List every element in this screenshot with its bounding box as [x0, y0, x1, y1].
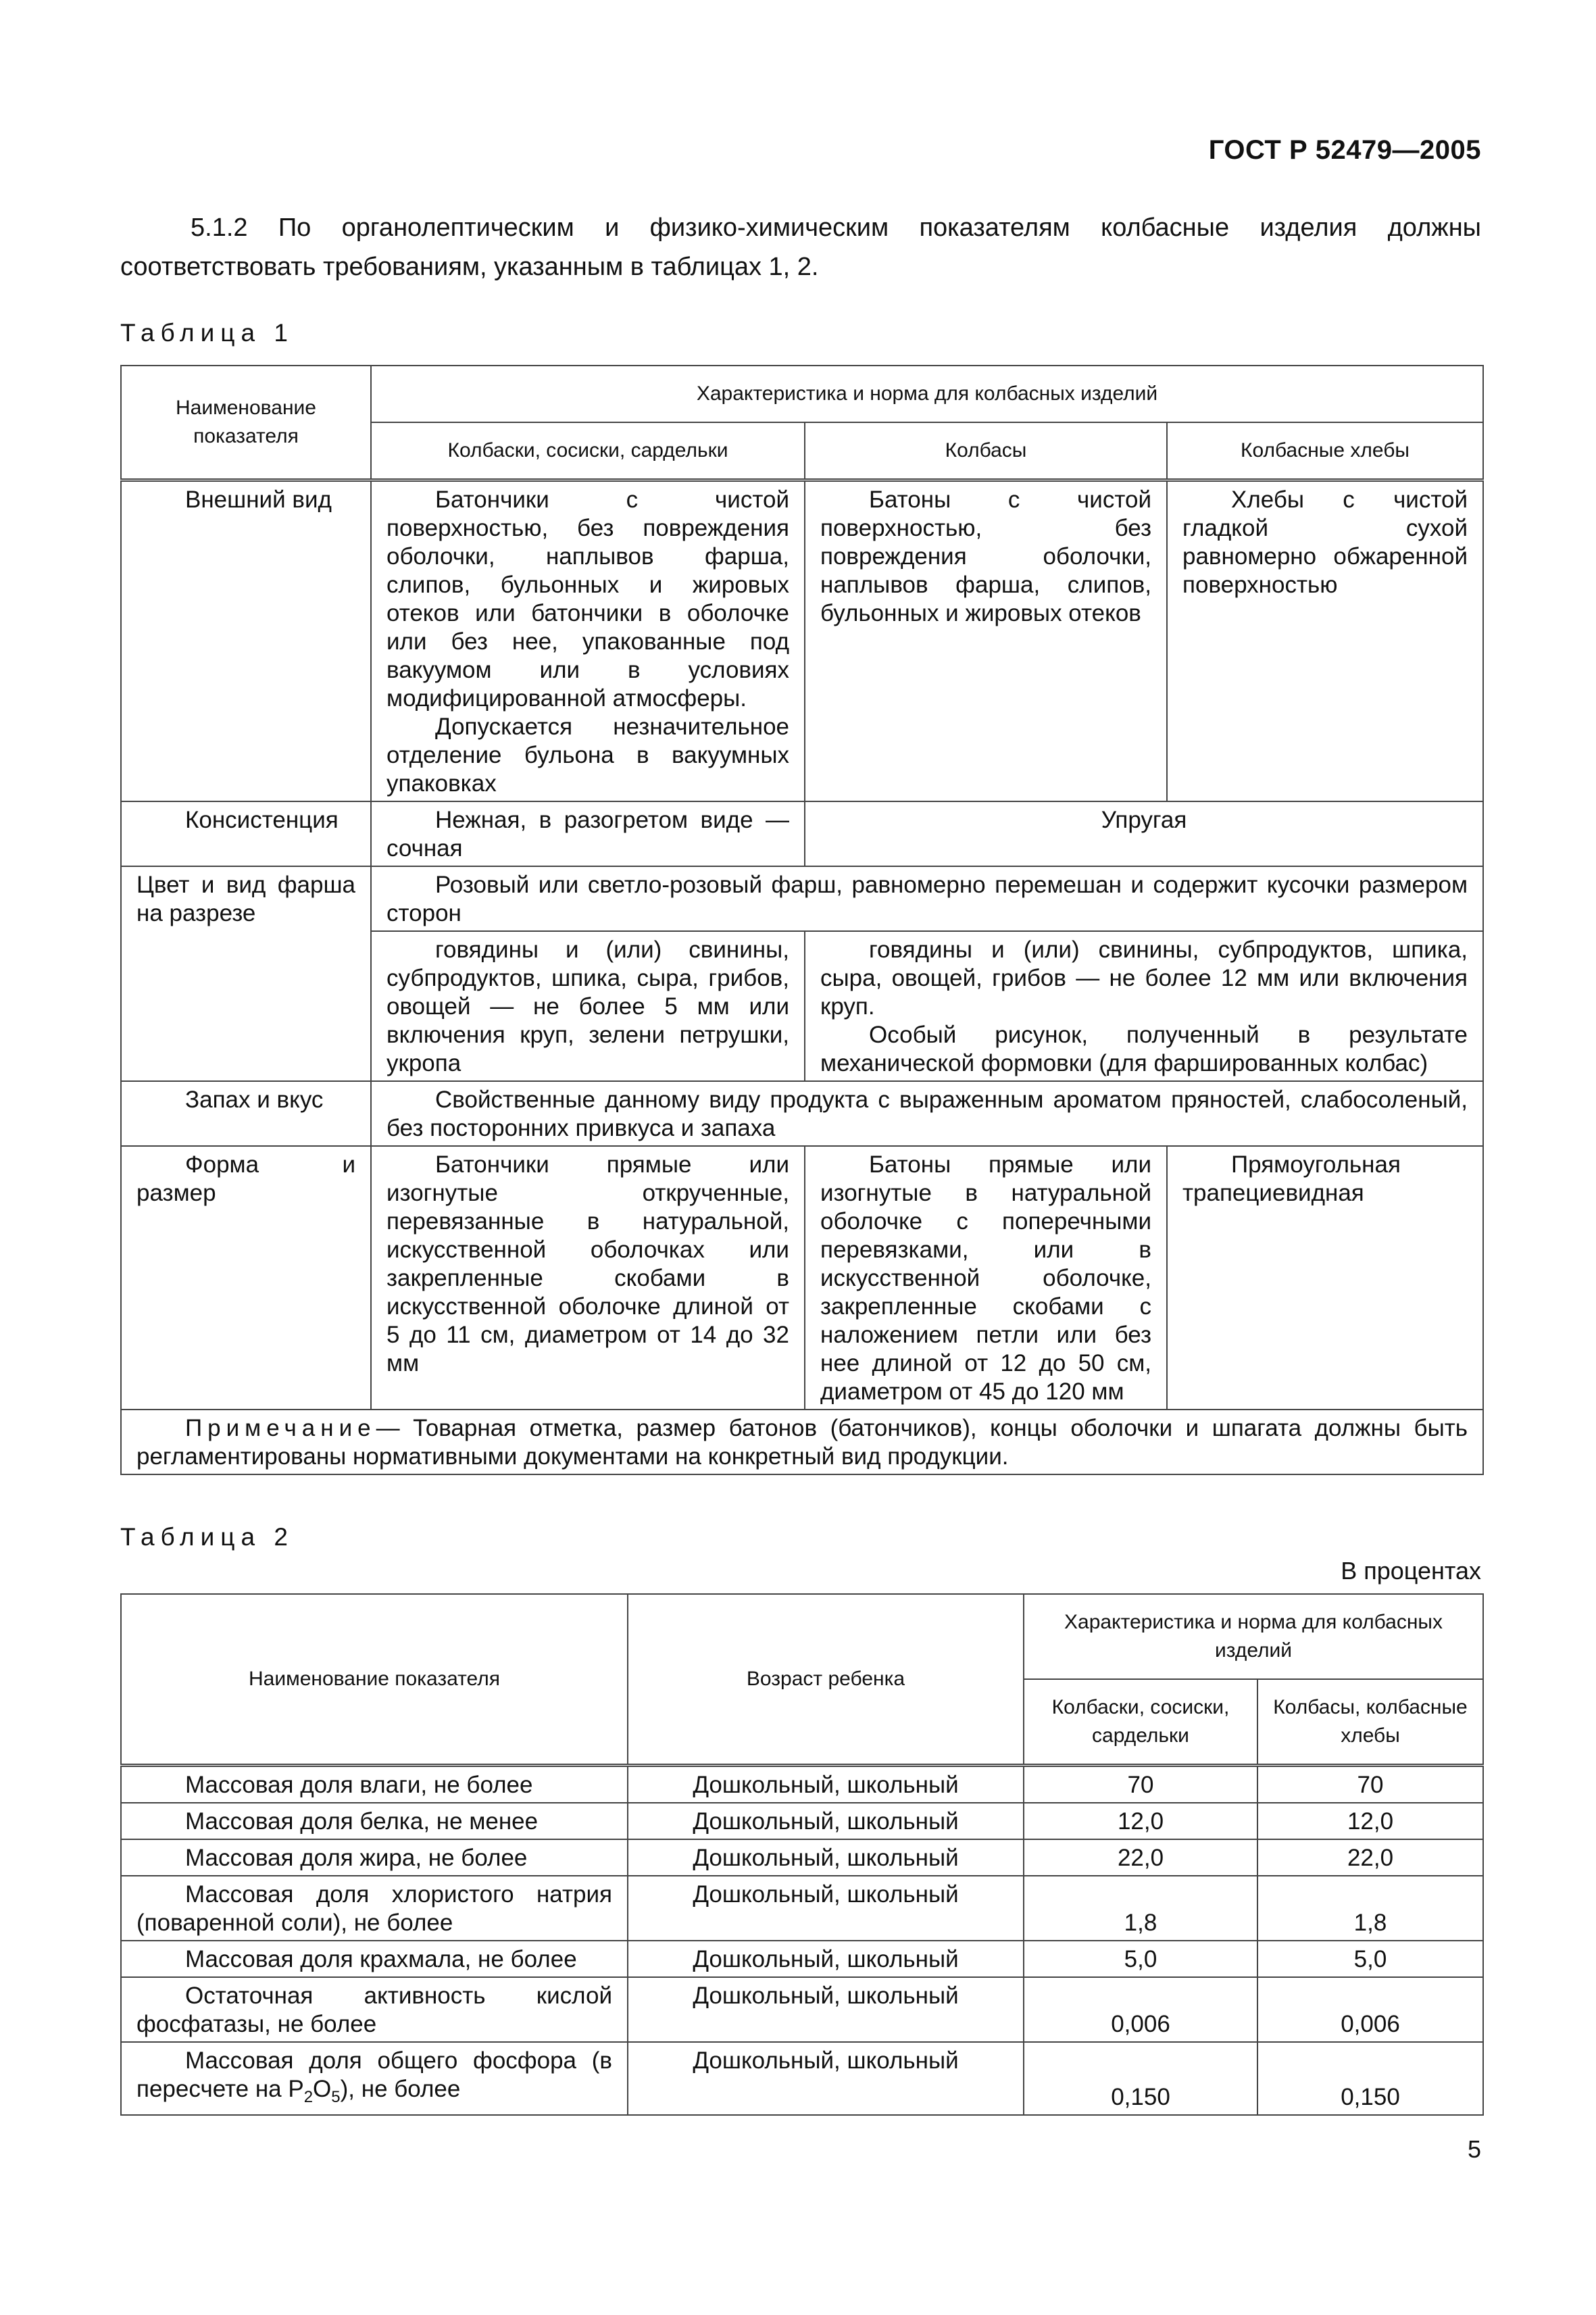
- t2-row5-name: Остаточная активность кислой фосфатазы, не более: [121, 1977, 628, 2042]
- t2-row1-age: Дошкольный, школьный: [628, 1803, 1024, 1839]
- t1-appearance-col3: Хлебы с чистой гладкой сухой равномерно обжаренной поверхностью: [1167, 480, 1483, 802]
- t1-appearance-col1-p1: Батончики с чистой поверхностью, без повреждения оболочки, наплывов фарша, слипов, бульонных и жировых отеков или батончики в оболочке или без нее, упакованные под вакуумом или в условиях модифицированной атмосферы.: [386, 487, 789, 712]
- t1-appearance-col2: Батоны с чистой поверхностью, без повреждения оболочки, наплывов фарша, слипов, бульонных и жировых отеков: [805, 480, 1167, 802]
- t2-row6-v2: 0,150: [1257, 2042, 1483, 2115]
- t2-row6-age: Дошкольный, школьный: [628, 2042, 1024, 2115]
- t1-note-label: Примечание: [185, 1415, 376, 1441]
- t1-consistency-col23: Упругая: [805, 801, 1483, 866]
- t1-consistency-col1: Нежная, в разогретом виде — сочная: [371, 801, 805, 866]
- page-number: 5: [1467, 2135, 1481, 2163]
- table2-caption: Таблица 2: [120, 1523, 294, 1551]
- t1-appearance-col1-p2: Допускается незначительное отделение бульона в вакуумных упаковках: [386, 714, 789, 797]
- t2-row: [121, 2042, 1483, 2115]
- t2-row4-age: Дошкольный, школьный: [628, 1941, 1024, 1977]
- t2-row: [121, 1766, 1483, 1803]
- t2-header-col1: Колбаски, сосиски, сардельки: [1024, 1679, 1257, 1766]
- t1-color-col23-p2: Особый рисунок, полученный в результате механической формовки (для фаршированных колбас): [820, 1022, 1468, 1076]
- t2-row6-name-prefix: Массовая доля общего фосфора (в пересчете на P: [136, 2047, 612, 2102]
- t1-shape-col3: Прямоугольная трапециевидная: [1167, 1146, 1483, 1410]
- t2-row0-v2: 70: [1257, 1766, 1483, 1803]
- t1-color-col23-p1: говядины и (или) свинины, субпродуктов, шпика, сыра, овощей, грибов — не более 12 мм или включения круп.: [820, 937, 1468, 1020]
- t2-row0-v1: 70: [1024, 1766, 1257, 1803]
- table2-unit: В процентах: [1341, 1557, 1481, 1585]
- intro-paragraph: [120, 208, 1481, 287]
- t2-row6-sub1: 2: [303, 2088, 314, 2106]
- t2-row: [121, 1803, 1483, 1839]
- t2-row5-v2: 0,006: [1257, 1977, 1483, 2042]
- t2-row3-v1: 1,8: [1024, 1876, 1257, 1941]
- t2-header-col2: Колбасы, колбасные хлебы: [1257, 1679, 1483, 1766]
- t1-appearance-col1: [371, 480, 805, 802]
- t1-smell-name: Запах и вкус: [121, 1081, 371, 1146]
- table1-caption: Таблица 1: [120, 319, 294, 347]
- t1-row-color: [121, 866, 1483, 931]
- t2-row5-age: Дошкольный, школьный: [628, 1977, 1024, 2042]
- t2-row0-name: Массовая доля влаги, не более: [121, 1766, 628, 1803]
- t1-note: [121, 1410, 1483, 1474]
- t1-appearance-name: Внешний вид: [121, 480, 371, 802]
- table2: [120, 1593, 1484, 2116]
- t2-row4-v2: 5,0: [1257, 1941, 1483, 1977]
- t1-color-col1: говядины и (или) свинины, субпродуктов, шпика, сыра, грибов, овощей — не более 5 мм или включения круп, зелени петрушки, укропа: [371, 931, 805, 1081]
- t1-header-col3: Колбасные хлебы: [1167, 422, 1483, 480]
- standard-code: ГОСТ Р 52479—2005: [1208, 135, 1481, 165]
- t1-color-col23: [805, 931, 1483, 1081]
- t2-row6-name-suffix: ), не более: [340, 2076, 461, 2102]
- t1-color-name: Цвет и вид фарша на разрезе: [121, 866, 371, 1081]
- t2-header-name: Наименование показателя: [121, 1594, 628, 1766]
- t1-row-appearance: [121, 480, 1483, 802]
- t2-row6-sub2: 5: [331, 2088, 341, 2106]
- t2-row2-name: Массовая доля жира, не более: [121, 1839, 628, 1876]
- t2-row6-v1: 0,150: [1024, 2042, 1257, 2115]
- t2-row5-v1: 0,006: [1024, 1977, 1257, 2042]
- t2-row2-v1: 22,0: [1024, 1839, 1257, 1876]
- t2-row0-age: Дошкольный, школьный: [628, 1766, 1024, 1803]
- t1-row-consistency: [121, 801, 1483, 866]
- t2-row1-v2: 12,0: [1257, 1803, 1483, 1839]
- t2-row: [121, 1876, 1483, 1941]
- t1-header-col1: Колбаски, сосиски, сардельки: [371, 422, 805, 480]
- t1-shape-col1: Батончики прямые или изогнутые открученные, перевязанные в натуральной, искусственной оболочках или закрепленные скобами в искусственной оболочке длиной от 5 до 11 см, диаметром от 14 до 32 мм: [371, 1146, 805, 1410]
- t1-header-col2: Колбасы: [805, 422, 1167, 480]
- t2-row6-name: [121, 2042, 628, 2115]
- t2-row2-v2: 22,0: [1257, 1839, 1483, 1876]
- t1-smell-common: Свойственные данному виду продукта с выраженным ароматом пряностей, слабосоленый, без посторонних привкуса и запаха: [371, 1081, 1483, 1146]
- t1-shape-name: Форма и размер: [121, 1146, 371, 1410]
- t2-row6-mid: O: [313, 2076, 332, 2102]
- t1-note-text: — Товарная отметка, размер батонов (батончиков), концы оболочки и шпагата должны быть регламентированы нормативными документами на конкретный вид продукции.: [136, 1415, 1468, 1470]
- t2-row1-v1: 12,0: [1024, 1803, 1257, 1839]
- t1-row-smell: [121, 1081, 1483, 1146]
- t1-header-group: Характеристика и норма для колбасных изделий: [371, 366, 1483, 422]
- t2-row: [121, 1941, 1483, 1977]
- t2-row2-age: Дошкольный, школьный: [628, 1839, 1024, 1876]
- t1-header-name: Наименование показателя: [121, 366, 371, 480]
- t1-row-shape: [121, 1146, 1483, 1410]
- t2-header-age: Возраст ребенка: [628, 1594, 1024, 1766]
- table1: [120, 365, 1484, 1475]
- t1-shape-col2: Батоны прямые или изогнутые в натуральной оболочке с поперечными перевязками, или в искусственной оболочке, закрепленные скобами с наложением петли или без нее длиной от 12 до 50 см, диаметром от 45 до 120 мм: [805, 1146, 1167, 1410]
- t2-row3-v2: 1,8: [1257, 1876, 1483, 1941]
- t2-row4-v1: 5,0: [1024, 1941, 1257, 1977]
- t2-row4-name: Массовая доля крахмала, не более: [121, 1941, 628, 1977]
- intro-text: 5.1.2 По органолептическим и физико-химическим показателям колбасные изделия должны соответствовать требованиям, указанным в таблицах 1, 2.: [120, 214, 1481, 281]
- t2-row: [121, 1839, 1483, 1876]
- t2-row3-age: Дошкольный, школьный: [628, 1876, 1024, 1941]
- t2-row1-name: Массовая доля белка, не менее: [121, 1803, 628, 1839]
- t2-header-group: Характеристика и норма для колбасных изделий: [1024, 1594, 1483, 1679]
- t1-consistency-name: Консистенция: [121, 801, 371, 866]
- t2-row3-name: Массовая доля хлористого натрия (поваренной соли), не более: [121, 1876, 628, 1941]
- t2-row: [121, 1977, 1483, 2042]
- t1-color-common: Розовый или светло-розовый фарш, равномерно перемешан и содержит кусочки размером сторон: [371, 866, 1483, 931]
- t1-row-note: [121, 1410, 1483, 1474]
